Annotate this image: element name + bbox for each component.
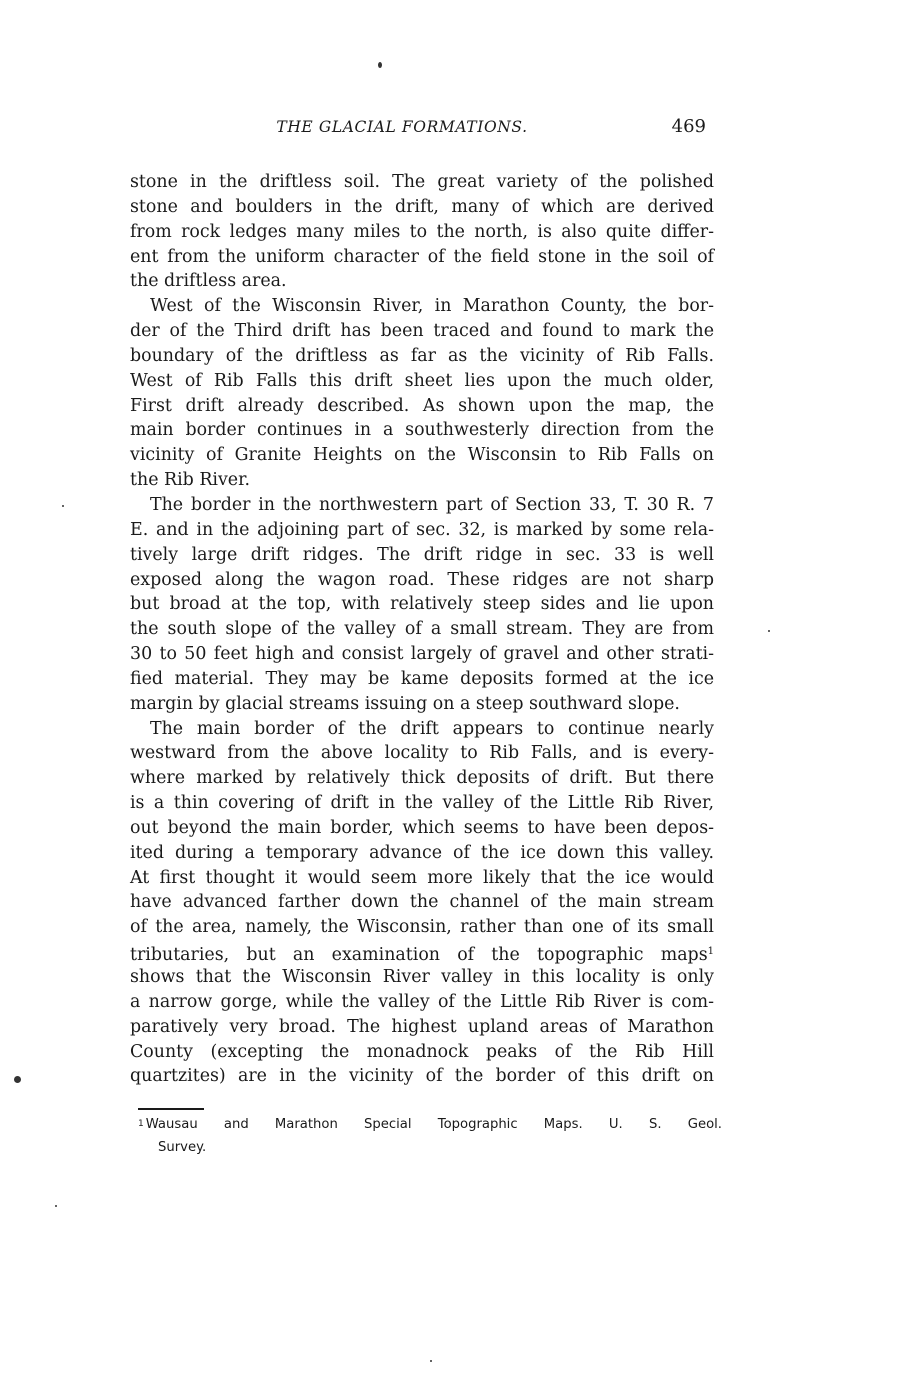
text-line: westward from the above locality to Rib Falls, and is every- <box>130 743 714 764</box>
text-line: but broad at the top, with relatively steep sides and lie upon <box>130 594 714 615</box>
text-line: the south slope of the valley of a small stream. They are from <box>130 619 714 640</box>
footnote-line: Survey. <box>158 1140 207 1155</box>
page-number: 469 <box>671 116 706 137</box>
text-line: der of the Third drift has been traced and found to mark the <box>130 321 714 342</box>
text-line: the Rib River. <box>130 470 251 491</box>
text-line: ent from the uniform character of the field stone in the soil of <box>130 246 714 267</box>
scan-speck <box>768 630 770 632</box>
footnote-reference: 1 <box>707 946 714 958</box>
text-line: West of the Wisconsin River, in Marathon County, the bor- <box>150 296 714 317</box>
scan-speck <box>55 1205 57 1207</box>
text-line: shows that the Wisconsin River valley in this locality is only <box>130 967 714 987</box>
text-line: E. and in the adjoining part of sec. 32, is marked by some rela- <box>130 519 714 540</box>
text-line: vicinity of Granite Heights on the Wisconsin to Rib Falls on <box>130 445 714 466</box>
text-line: The border in the northwestern part of Section 33, T. 30 R. 7 <box>150 494 714 515</box>
scan-speck <box>430 1360 432 1362</box>
text-line: from rock ledges many miles to the north, is also quite differ- <box>130 221 714 242</box>
text-line: The main border of the drift appears to continue nearly <box>150 718 714 739</box>
text-line: County (excepting the monadnock peaks of the Rib Hill <box>130 1041 714 1062</box>
scan-speck <box>14 1076 21 1083</box>
text-line: the driftless area. <box>130 271 287 292</box>
text-line: have advanced farther down the channel of the main stream <box>130 892 714 913</box>
body-text <box>130 170 714 1089</box>
footnote <box>138 1113 722 1159</box>
text-line: is a thin covering of drift in the valley of the Little Rib River, <box>130 793 714 814</box>
text-line-content: tributaries, but an examination of the topographic maps <box>130 945 708 966</box>
page-header <box>130 118 714 144</box>
text-line: out beyond the main border, which seems to have been depos- <box>130 817 714 838</box>
text-line: 30 to 50 feet high and consist largely of gravel and other strati- <box>130 644 714 665</box>
text-line <box>130 940 714 965</box>
text-line: First drift already described. As shown upon the map, the <box>130 395 714 416</box>
text-line: main border continues in a southwesterly direction from the <box>130 420 714 441</box>
text-line: At first thought it would seem more likely that the ice would <box>130 867 714 888</box>
footnote-marker: 1 <box>138 1119 144 1129</box>
text-line: exposed along the wagon road. These ridges are not sharp <box>130 569 714 590</box>
text-line: fied material. They may be kame deposits formed at the ice <box>130 668 714 689</box>
scan-speck <box>378 62 382 68</box>
text-line: margin by glacial streams issuing on a steep southward slope. <box>130 693 680 714</box>
text-line: paratively very broad. The highest upland areas of Marathon <box>130 1016 714 1037</box>
footnote-line <box>138 1113 722 1136</box>
scan-speck <box>62 505 64 507</box>
running-title: THE GLACIAL FORMATIONS. <box>276 118 528 136</box>
text-line: a narrow gorge, while the valley of the Little Rib River is com- <box>130 991 714 1012</box>
text-line: stone and boulders in the drift, many of which are derived <box>130 196 714 217</box>
text-line: boundary of the driftless as far as the vicinity of Rib Falls. <box>130 345 714 366</box>
text-line: quartzites) are in the vicinity of the border of this drift on <box>130 1066 714 1087</box>
text-line: tively large drift ridges. The drift ridge in sec. 33 is well <box>130 544 714 565</box>
text-line: where marked by relatively thick deposits of drift. But there <box>130 768 714 789</box>
footnote-text: Wausau and Marathon Special Topographic Maps. U. S. Geol. <box>145 1117 722 1132</box>
text-line: of the area, namely, the Wisconsin, rather than one of its small <box>130 917 714 938</box>
footnote-divider <box>138 1108 204 1110</box>
text-line: stone in the driftless soil. The great variety of the polished <box>130 172 714 192</box>
text-line: West of Rib Falls this drift sheet lies upon the much older, <box>130 370 714 391</box>
text-line: ited during a temporary advance of the ice down this valley. <box>130 842 714 863</box>
